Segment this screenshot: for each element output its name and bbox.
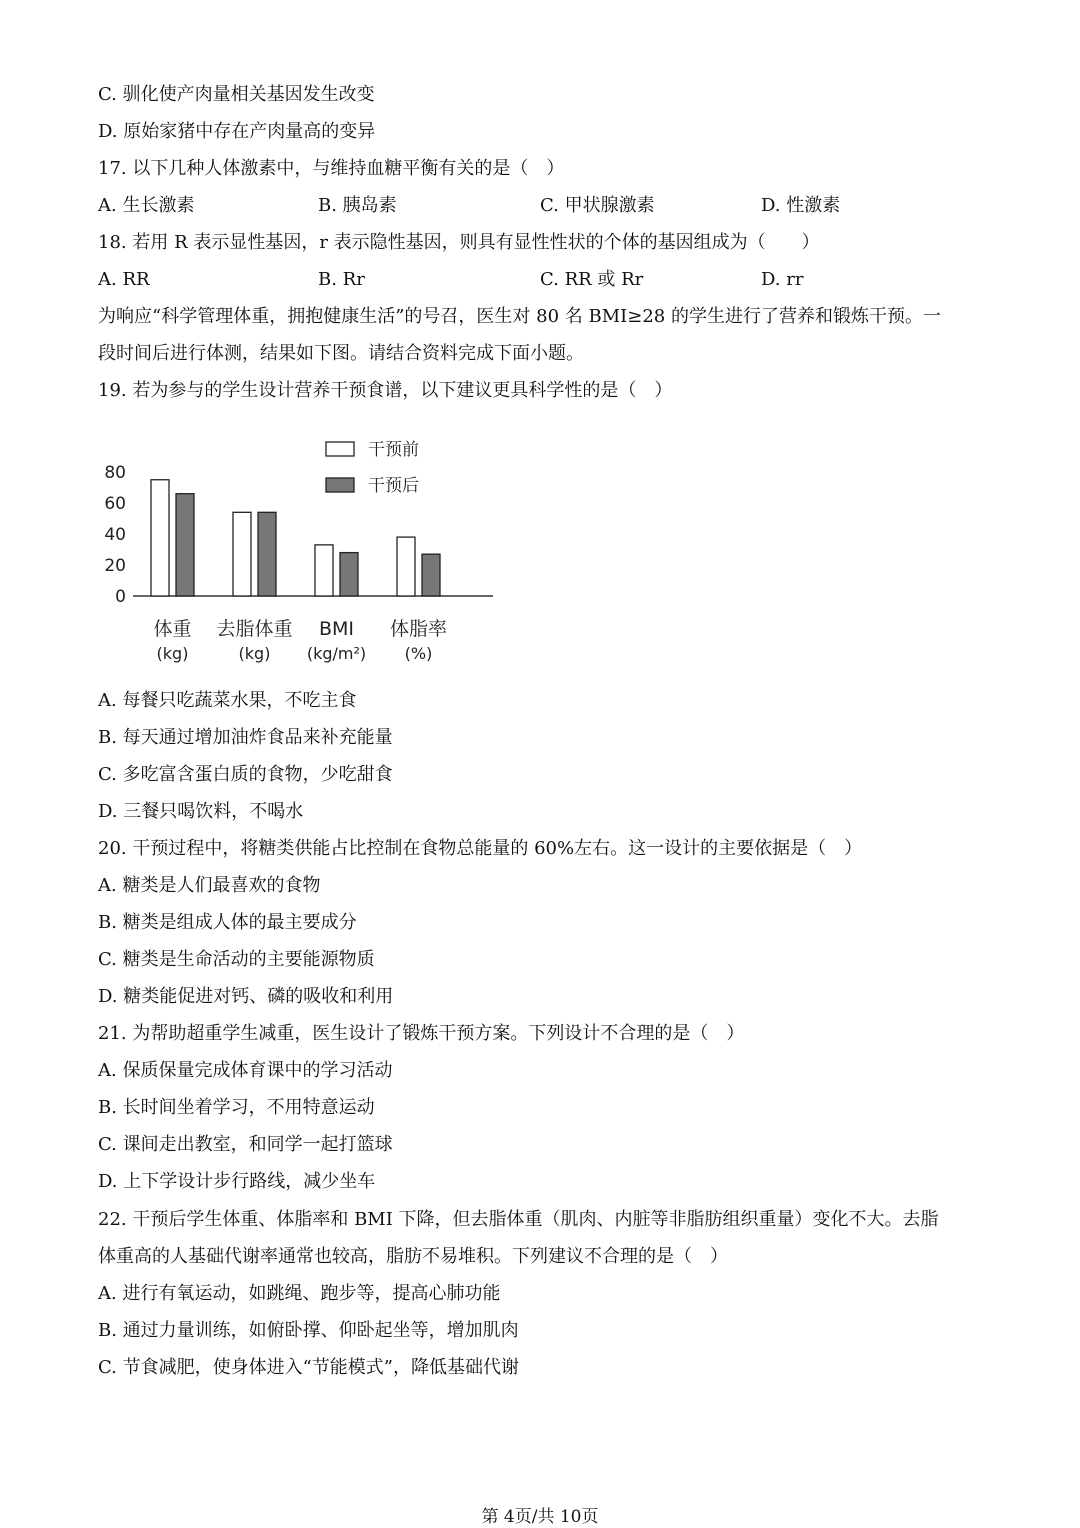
page-footer: 第 4页/共 10页 [481, 1507, 599, 1527]
q17-option-b: B. 胰岛素 [318, 195, 397, 216]
q22-option-c: C. 节食减肥，使身体进入“节能模式”，降低基础代谢 [98, 1357, 519, 1378]
q20-option-c: C. 糖类是生命活动的主要能源物质 [98, 949, 375, 970]
q21-option-b: B. 长时间坐着学习，不用特意运动 [98, 1097, 375, 1118]
text-line: D. 原始家猪中存在产肉量高的变异 [98, 121, 376, 142]
legend-swatch [326, 442, 354, 456]
x-category-label: 体脂率 [389, 618, 448, 640]
x-category-label: 去脂体重 [216, 618, 293, 640]
q17-option-d: D. 性激素 [761, 195, 841, 216]
question-20: 20. 干预过程中，将糖类供能占比控制在食物总能量的 60%左右。这一设计的主要依据是（ ） [98, 838, 863, 859]
question-22-line-2: 体重高的人基础代谢率通常也较高，脂肪不易堆积。下列建议不合理的是（ ） [98, 1246, 728, 1267]
y-tick-label: 60 [104, 494, 126, 514]
intro-line-1: 为响应“科学管理体重，拥抱健康生活”的号召，医生对 80 名 BMI≥28 的学生进行了营养和锻炼干预。一 [98, 306, 941, 327]
question-17: 17. 以下几种人体激素中，与维持血糖平衡有关的是（ ） [98, 158, 565, 179]
q18-option-b: B. Rr [318, 269, 365, 290]
legend-swatch [326, 478, 354, 492]
bar [151, 480, 169, 596]
y-tick-label: 0 [115, 587, 126, 607]
q18-option-d: D. rr [761, 269, 804, 290]
q21-option-a: A. 保质保量完成体育课中的学习活动 [98, 1060, 393, 1081]
legend-label: 干预后 [368, 476, 419, 496]
bar [422, 554, 440, 596]
text-line: C. 驯化使产肉量相关基因发生改变 [98, 84, 375, 105]
q18-option-a: A. RR [98, 269, 150, 290]
q20-option-a: A. 糖类是人们最喜欢的食物 [98, 875, 321, 896]
q19-option-d: D. 三餐只喝饮料，不喝水 [98, 801, 304, 822]
q20-option-d: D. 糖类能促进对钙、磷的吸收和利用 [98, 986, 394, 1007]
q17-option-a: A. 生长激素 [98, 195, 195, 216]
q18-option-c: C. RR 或 Rr [540, 269, 644, 290]
bar-chart [98, 430, 518, 675]
x-category-label: BMI [318, 618, 355, 640]
bar [176, 494, 194, 596]
q19-option-b: B. 每天通过增加油炸食品来补充能量 [98, 727, 393, 748]
x-category-unit: (kg) [238, 644, 271, 663]
x-category-unit: (kg/m²) [306, 644, 367, 663]
q22-option-b: B. 通过力量训练，如俯卧撑、仰卧起坐等，增加肌肉 [98, 1320, 519, 1341]
q21-option-c: C. 课间走出教室，和同学一起打篮球 [98, 1134, 393, 1155]
bar [397, 537, 415, 596]
x-category-label: 体重 [153, 618, 192, 640]
intro-line-2: 段时间后进行体测，结果如下图。请结合资料完成下面小题。 [98, 343, 584, 364]
x-category-unit: (kg) [156, 644, 189, 663]
q19-option-a: A. 每餐只吃蔬菜水果，不吃主食 [98, 690, 357, 711]
q22-option-a: A. 进行有氧运动，如跳绳、跑步等，提高心肺功能 [98, 1283, 501, 1304]
bar [258, 512, 276, 596]
bar [233, 512, 251, 596]
q21-option-d: D. 上下学设计步行路线，减少坐车 [98, 1171, 376, 1192]
legend-label: 干预前 [368, 440, 419, 460]
question-21: 21. 为帮助超重学生减重，医生设计了锻炼干预方案。下列设计不合理的是（ ） [98, 1023, 745, 1044]
y-tick-label: 80 [104, 463, 126, 483]
y-tick-label: 20 [104, 556, 126, 576]
q17-option-c: C. 甲状腺激素 [540, 195, 655, 216]
question-19: 19. 若为参与的学生设计营养干预食谱，以下建议更具科学性的是（ ） [98, 380, 673, 401]
q20-option-b: B. 糖类是组成人体的最主要成分 [98, 912, 357, 933]
question-18: 18. 若用 R 表示显性基因，r 表示隐性基因，则具有显性性状的个体的基因组成为（ ） [98, 232, 820, 253]
x-category-unit: (%) [404, 644, 433, 663]
y-tick-label: 40 [104, 525, 126, 545]
bar [315, 545, 333, 596]
question-22-line-1: 22. 干预后学生体重、体脂率和 BMI 下降，但去脂体重（肌肉、内脏等非脂肪组织重量）变化不大。去脂 [98, 1209, 939, 1230]
bar [340, 553, 358, 596]
q19-option-c: C. 多吃富含蛋白质的食物，少吃甜食 [98, 764, 393, 785]
